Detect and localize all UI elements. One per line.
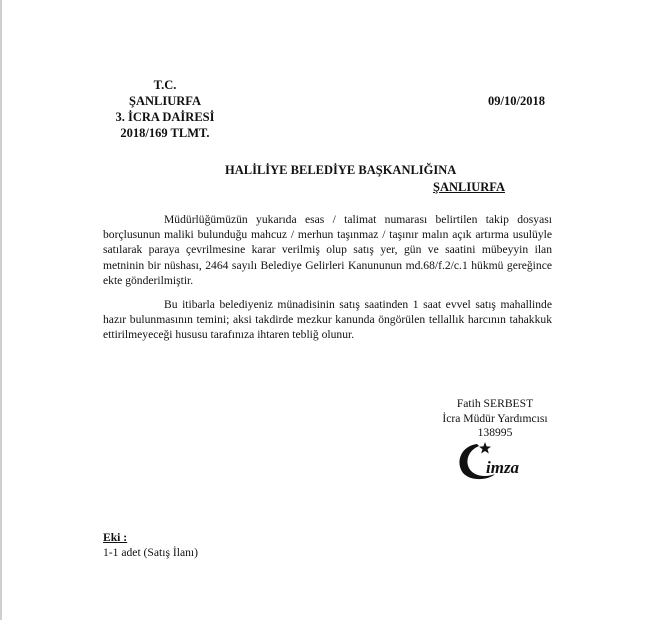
recipient-office: HALİLİYE BELEDİYE BAŞKANLIĞINA xyxy=(225,163,457,177)
page-edge xyxy=(0,0,2,620)
signature-block xyxy=(425,397,565,441)
header-line-city: ŞANLIURFA xyxy=(129,94,201,108)
recipient-block xyxy=(225,162,505,196)
body-paragraph-1: Müdürlüğümüzün yukarıda esas / talimat numarası belirtilen takip dosyası borçlusunun maliki bulunduğu mahcuz / merhun taşınmaz / taşınır malın açık artırma usulüyle satılarak paraya çevrilmesine karar verilmiş olup satış yer, gün ve saatini mübeyyin ilan metninin bir nüshası, 2464 sayılı Belediye Gelirleri Kanununun md.68/f.2/c.1 hükmü gereğince ekte gönderilmiştir. xyxy=(103,213,552,287)
signer-name: Fatih SERBEST xyxy=(456,397,534,410)
attachments-title: Eki : xyxy=(103,531,128,544)
attachment-item: 1-1 adet (Satış İlanı) xyxy=(103,546,198,559)
letter-body xyxy=(103,212,552,352)
e-imza-logo-text: imza xyxy=(486,458,520,477)
header-line-country: T.C. xyxy=(153,78,177,92)
header-line-office: 3. İCRA DAİRESİ xyxy=(115,110,215,124)
e-imza-logo-icon xyxy=(455,440,537,482)
signer-number: 138995 xyxy=(477,426,513,439)
attachments-block xyxy=(103,530,198,560)
signer-title: İcra Müdür Yardımcısı xyxy=(442,411,548,425)
recipient-city: ŞANLIURFA xyxy=(433,180,505,194)
document-date: 09/10/2018 xyxy=(488,94,545,108)
body-paragraph-2: Bu itibarla belediyeniz münadisinin satış saatinden 1 saat evvel satış mahallinde hazır bulunmasının temini; aksi takdirde mezkur kanunda öngörülen tellallık harcının tahakkuk ettirilmeyeceği hususu tarafınıza ihtaren tebliğ olunur. xyxy=(103,298,552,342)
issuer-header xyxy=(110,77,220,141)
header-line-case-number: 2018/169 TLMT. xyxy=(120,126,210,140)
